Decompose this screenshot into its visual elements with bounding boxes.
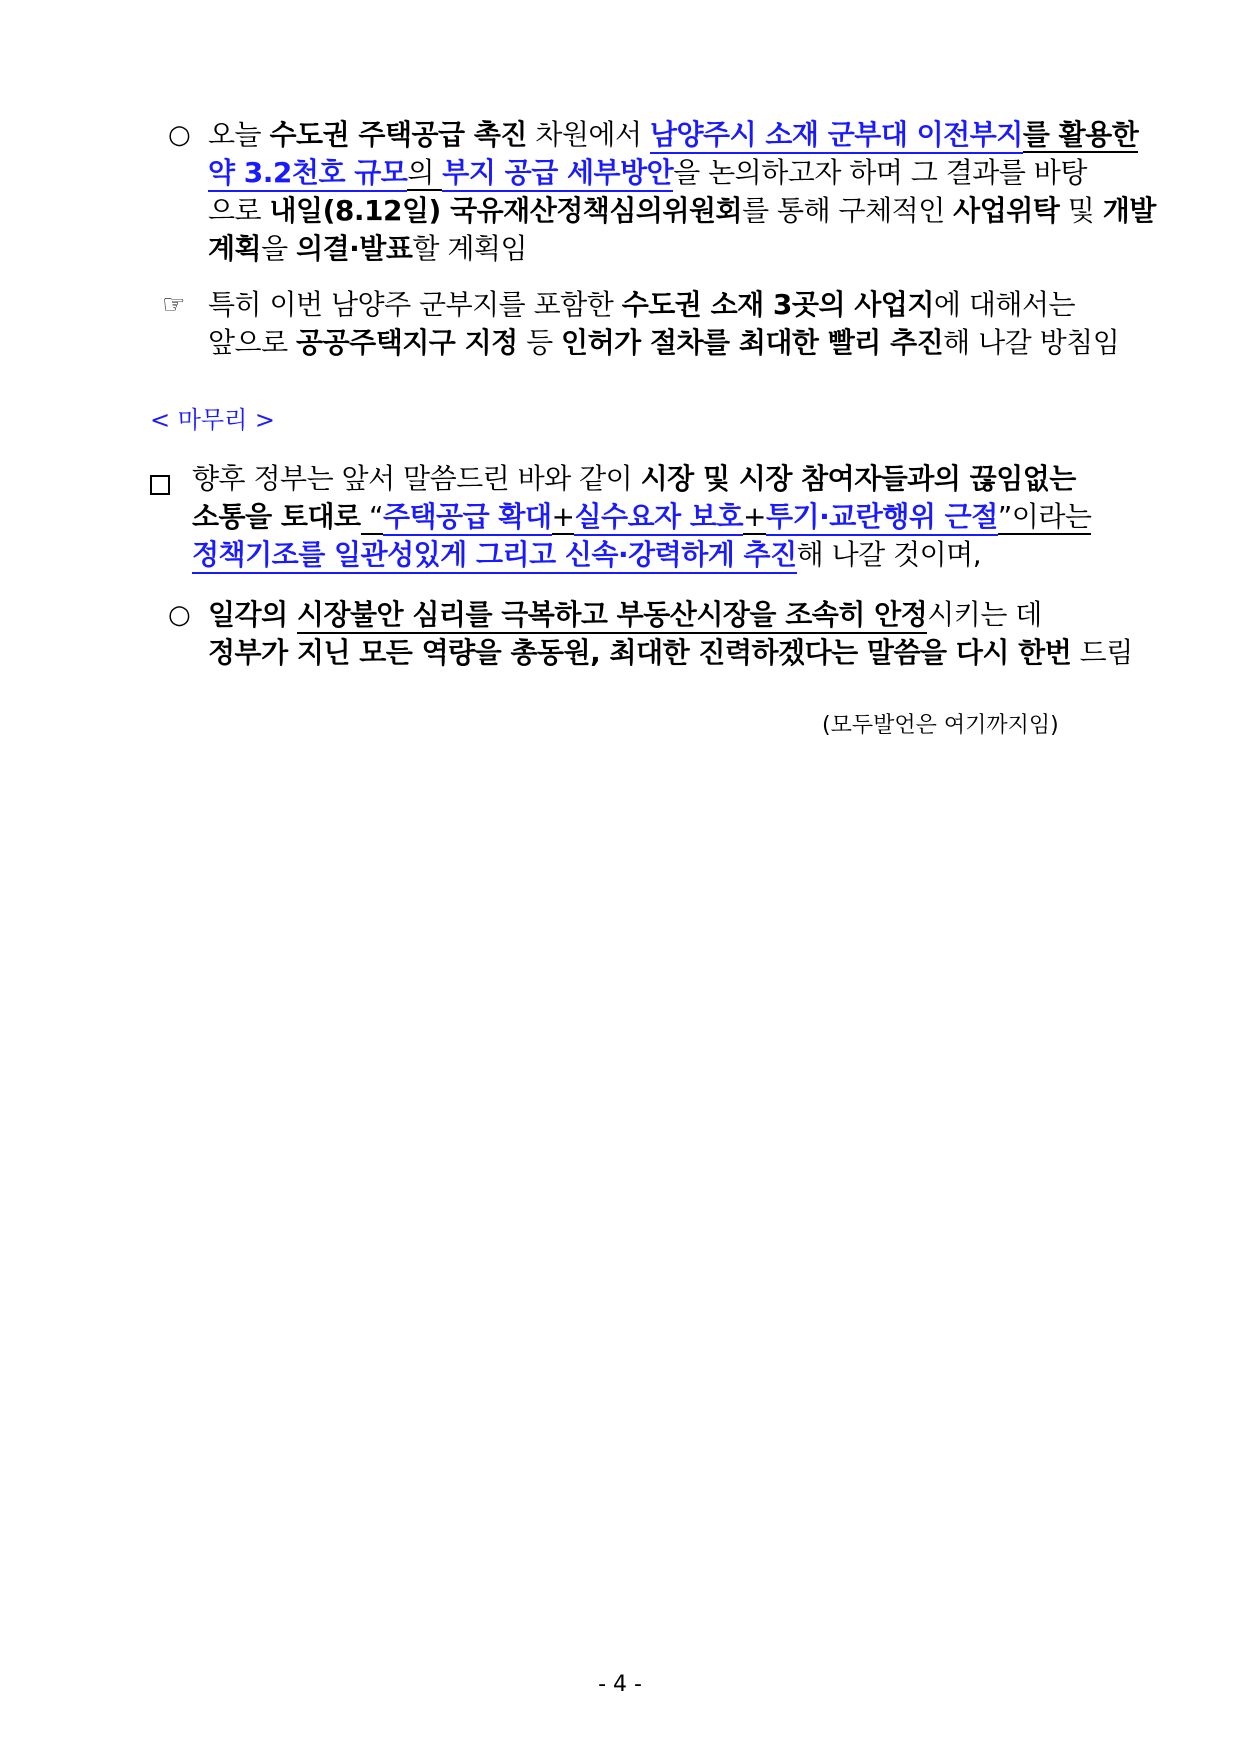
paragraph-line: 앞으로 공공주택지구 지정 등 인허가 절차를 최대한 빨리 추진해 나갈 방침임 <box>208 326 1120 359</box>
paragraph-line: 약 3.2천호 규모의 부지 공급 세부방안을 논의하고자 하며 그 결과를 바탕 <box>208 154 1156 192</box>
paragraph-line: 소통을 토대로 “주택공급 확대+실수요자 보호+투기·교란행위 근절”이라는 <box>192 498 1091 536</box>
paragraph-line: 오늘 수도권 주택공급 촉진 차원에서 남양주시 소재 군부대 이전부지를 활용한 <box>208 116 1156 154</box>
section-heading: < 마무리 > <box>150 406 276 434</box>
paragraph-site-designation <box>208 286 1119 362</box>
paragraph-line: 일각의 시장불안 심리를 극복하고 부동산시장을 조속히 안정시키는 데 <box>208 596 1133 634</box>
bullet-circle-marker: ○ <box>168 600 191 630</box>
highlight-text: 투기·교란행위 근절 <box>766 500 998 536</box>
highlight-text: 실수요자 보호 <box>574 500 743 536</box>
highlight-text: 부지 공급 세부방안 <box>442 156 673 192</box>
paragraph-line: 향후 정부는 앞서 말씀드린 바와 같이 시장 및 시장 참여자들과의 끊임없는 <box>192 462 1076 495</box>
paragraph-line: 정책기조를 일관성있게 그리고 신속·강력하게 추진해 나갈 것이며, <box>192 536 1091 574</box>
checkbox-square-icon <box>150 468 170 506</box>
paragraph-policy-direction <box>192 460 1091 574</box>
closing-note: (모두발언은 여기까지임) <box>822 713 1059 738</box>
highlight-text: 약 3.2천호 규모 <box>208 156 407 192</box>
pointing-hand-icon: ☞ <box>162 290 186 320</box>
paragraph-line: 특히 이번 남양주 군부지를 포함한 수도권 소재 3곳의 사업지에 대해서는 <box>208 288 1076 321</box>
page-number: - 4 - <box>598 1672 642 1697</box>
bullet-circle-marker: ○ <box>168 120 191 150</box>
paragraph-market-stability <box>208 596 1133 672</box>
paragraph-supply-plan <box>208 116 1156 268</box>
highlight-text: 남양주시 소재 군부대 이전부지 <box>650 118 1023 154</box>
paragraph-line: 정부가 지닌 모든 역량을 총동원, 최대한 진력하겠다는 말씀을 다시 한번 드림 <box>208 636 1133 669</box>
paragraph-line: 계획을 의결·발표할 계획임 <box>208 232 527 265</box>
highlight-text: 정책기조를 일관성있게 그리고 신속·강력하게 추진 <box>192 538 797 574</box>
highlight-text: 주택공급 확대 <box>383 500 552 536</box>
paragraph-line: 으로 내일(8.12일) 국유재산정책심의위원회를 통해 구체적인 사업위탁 및 개발 <box>208 194 1156 227</box>
